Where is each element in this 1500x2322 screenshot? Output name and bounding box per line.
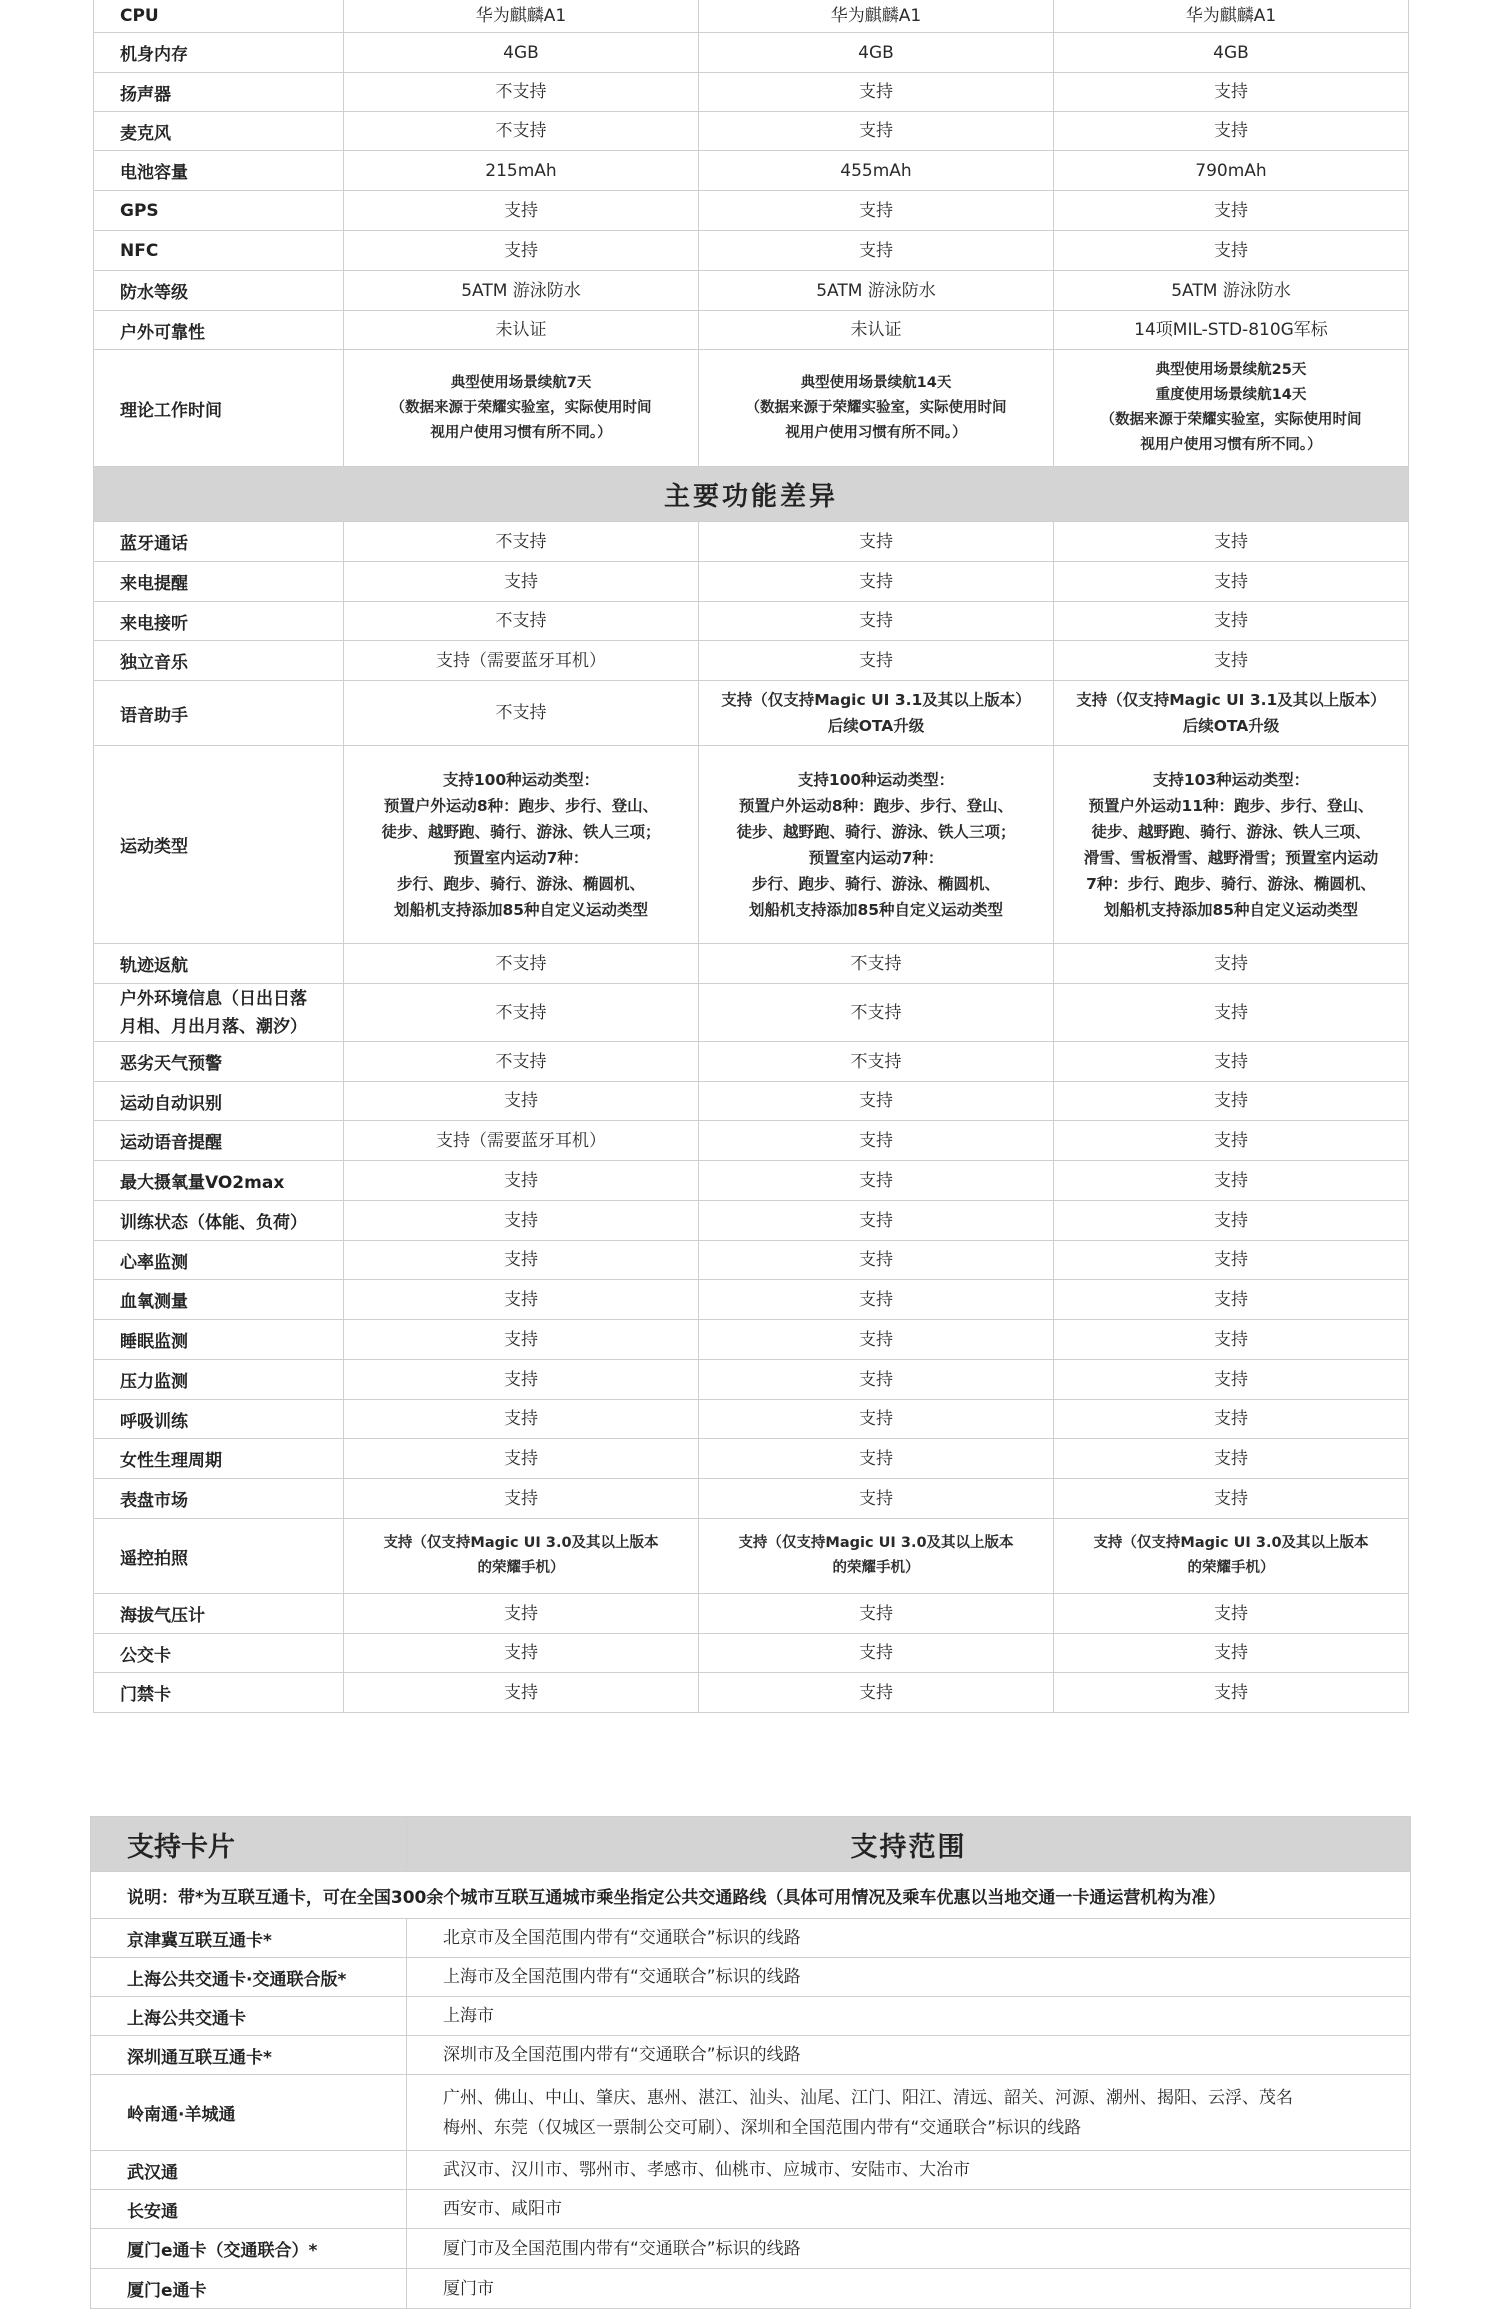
table-row [94, 681, 1409, 746]
card-range: 北京市及全国范围内带有“交通联合”标识的线路 [407, 1919, 1411, 1958]
cell-model-1: 不支持 [344, 944, 699, 984]
header-supported-cards: 支持卡片 [91, 1817, 407, 1872]
card-range: 武汉市、汉川市、鄂州市、孝感市、仙桃市、应城市、安陆市、大冶市 [407, 2151, 1411, 2190]
cell-model-2: 支持 [699, 1121, 1054, 1161]
table-row [94, 1439, 1409, 1479]
cell-model-2: 支持 [699, 1400, 1054, 1439]
row-label: 呼吸训练 [94, 1400, 344, 1439]
table-row [94, 1161, 1409, 1201]
card-name: 上海公共交通卡 [91, 1997, 407, 2036]
cell-line: 支持（仅支持Magic UI 3.1及其以上版本） [1076, 691, 1386, 709]
row-label: 睡眠监测 [94, 1320, 344, 1360]
table-row [94, 1594, 1409, 1634]
cell-model-1: 支持 [344, 1673, 699, 1713]
row-label: 电池容量 [94, 151, 344, 191]
table-row [94, 984, 1409, 1042]
cell-model-3: 支持 [1054, 1594, 1409, 1634]
cell-model-1: 未认证 [344, 311, 699, 350]
table-row [94, 1121, 1409, 1161]
feature-rows [94, 522, 1409, 1713]
cell-model-3: 支持 [1054, 231, 1409, 271]
cell-model-1: 支持 [344, 1479, 699, 1519]
cell-line: （数据来源于荣耀实验室，实际使用时间 [1100, 412, 1362, 428]
section-header-row [94, 467, 1409, 522]
cell-line: 支持103种运动类型： [1152, 770, 1310, 789]
table-row [94, 1201, 1409, 1241]
cell-line: 典型使用场景续航7天 [450, 374, 592, 391]
cell-line: 预置室内运动7种： [453, 848, 589, 867]
row-label: 门禁卡 [94, 1673, 344, 1713]
table-row [94, 746, 1409, 944]
cell-model-1: 华为麒麟A1 [344, 0, 699, 33]
cell-model-2: 支持 [699, 1161, 1054, 1201]
cell-model-1: 支持 [344, 1280, 699, 1320]
row-label: 机身内存 [94, 33, 344, 73]
cell-line: 支持（仅支持Magic UI 3.0及其以上版本 [1093, 1535, 1369, 1551]
cell-line: 视用户使用习惯有所不同。） [1140, 437, 1322, 453]
card-row [91, 2036, 1411, 2075]
table-row [94, 311, 1409, 350]
cell-model-1: 支持 [344, 1241, 699, 1280]
row-label: 运动类型 [94, 746, 344, 944]
row-label: 压力监测 [94, 1360, 344, 1400]
row-label: 防水等级 [94, 271, 344, 311]
cell-model-3: 支持 [1054, 191, 1409, 231]
cell-line: （数据来源于荣耀实验室，实际使用时间 [745, 399, 1007, 416]
cell-model-1: 支持 [344, 1594, 699, 1634]
cell-model-1: 215mAh [344, 151, 699, 191]
cell-model-3 [1054, 681, 1409, 746]
cell-model-3: 支持 [1054, 1161, 1409, 1201]
cell-model-1: 支持 [344, 1161, 699, 1201]
cell-model-3: 支持 [1054, 1320, 1409, 1360]
cell-model-3: 支持 [1054, 1280, 1409, 1320]
cell-model-2: 支持 [699, 231, 1054, 271]
cell-model-3: 支持 [1054, 73, 1409, 112]
cell-model-2: 华为麒麟A1 [699, 0, 1054, 33]
cell-line: 后续OTA升级 [827, 717, 925, 735]
card-range: 厦门市及全国范围内带有“交通联合”标识的线路 [407, 2229, 1411, 2269]
table-row [94, 191, 1409, 231]
card-row [91, 1919, 1411, 1958]
transit-card-table [90, 1816, 1410, 2309]
cell-model-2: 不支持 [699, 1042, 1054, 1082]
cell-model-1: 4GB [344, 33, 699, 73]
row-label: 运动语音提醒 [94, 1121, 344, 1161]
cell-model-1: 支持（需要蓝牙耳机） [344, 1121, 699, 1161]
cell-model-2: 支持 [699, 112, 1054, 151]
card-name: 岭南通·羊城通 [91, 2075, 407, 2151]
cell-line: 的荣耀手机） [832, 1560, 920, 1576]
cell-line: 徒步、越野跑、骑行、游泳、铁人三项； [381, 822, 661, 841]
row-label: 语音助手 [94, 681, 344, 746]
header-supported-range: 支持范围 [407, 1817, 1411, 1872]
cell-model-1: 不支持 [344, 522, 699, 562]
row-label: 户外可靠性 [94, 311, 344, 350]
cell-model-2: 不支持 [699, 984, 1054, 1042]
cell-model-3: 4GB [1054, 33, 1409, 73]
card-name: 长安通 [91, 2190, 407, 2229]
cell-model-1: 不支持 [344, 1042, 699, 1082]
cell-model-2: 5ATM 游泳防水 [699, 271, 1054, 311]
cell-model-3: 支持 [1054, 1121, 1409, 1161]
cell-model-2: 支持 [699, 191, 1054, 231]
cell-model-2: 支持 [699, 1439, 1054, 1479]
card-name: 厦门e通卡 [91, 2269, 407, 2309]
row-label: 训练状态（体能、负荷） [94, 1201, 344, 1241]
row-label: 轨迹返航 [94, 944, 344, 984]
card-range: 上海市 [407, 1997, 1411, 2036]
cell-model-1: 支持 [344, 1360, 699, 1400]
cards-note: 说明：带*为互联互通卡，可在全国300余个城市互联互通城市乘坐指定公共交通路线（具体可用情况及乘车优惠以当地交通一卡通运营机构为准） [91, 1872, 1411, 1919]
row-label: CPU [94, 0, 344, 33]
card-row [91, 2075, 1411, 2151]
cell-model-1: 支持 [344, 1320, 699, 1360]
table-row [94, 112, 1409, 151]
cell-model-3: 14项MIL-STD-810G军标 [1054, 311, 1409, 350]
cell-line: 典型使用场景续航14天 [800, 374, 952, 391]
cell-model-3: 支持 [1054, 112, 1409, 151]
card-name: 厦门e通卡（交通联合）* [91, 2229, 407, 2269]
table-row [94, 1320, 1409, 1360]
cell-model-3: 支持 [1054, 1479, 1409, 1519]
card-name: 武汉通 [91, 2151, 407, 2190]
cell-line: 预置户外运动11种：跑步、步行、登山、 [1088, 796, 1374, 815]
cell-model-1 [344, 746, 699, 944]
table-row [94, 562, 1409, 602]
cards-header-row [91, 1817, 1411, 1872]
row-label: 表盘市场 [94, 1479, 344, 1519]
cell-line: 重度使用场景续航14天 [1155, 387, 1307, 403]
comparison-table [93, 0, 1408, 1713]
cell-model-1: 支持（需要蓝牙耳机） [344, 641, 699, 681]
row-label: GPS [94, 191, 344, 231]
cell-model-2: 支持 [699, 641, 1054, 681]
cell-line: 广州、佛山、中山、肇庆、惠州、湛江、汕头、汕尾、江门、阳江、清远、韶关、河源、潮州、揭阳、云浮、茂名 [443, 2087, 1293, 2108]
row-label: 公交卡 [94, 1634, 344, 1673]
table-row [94, 1673, 1409, 1713]
table-row [94, 1280, 1409, 1320]
cell-line: 的荣耀手机） [477, 1560, 565, 1576]
cell-model-3: 支持 [1054, 1360, 1409, 1400]
cell-line: （数据来源于荣耀实验室，实际使用时间 [390, 399, 652, 416]
cell-model-2: 支持 [699, 602, 1054, 641]
cell-model-3: 支持 [1054, 1400, 1409, 1439]
table-row [94, 1042, 1409, 1082]
cell-line: 视用户使用习惯有所不同。） [785, 424, 967, 441]
section-title: 主要功能差异 [94, 467, 1409, 522]
cell-model-1: 支持 [344, 1400, 699, 1439]
table-row [94, 33, 1409, 73]
cell-model-3: 支持 [1054, 984, 1409, 1042]
cell-line: 后续OTA升级 [1182, 717, 1280, 735]
cell-model-3: 支持 [1054, 562, 1409, 602]
cell-line: 划船机支持添加85种自定义运动类型 [1103, 900, 1359, 919]
card-range: 厦门市 [407, 2269, 1411, 2309]
row-label: 遥控拍照 [94, 1519, 344, 1594]
spec-rows [94, 0, 1409, 467]
table-row [94, 1479, 1409, 1519]
cell-model-1: 支持 [344, 191, 699, 231]
cell-model-1: 不支持 [344, 681, 699, 746]
row-label: 麦克风 [94, 112, 344, 151]
table-row [94, 271, 1409, 311]
table-row [94, 1082, 1409, 1121]
table-row [94, 1634, 1409, 1673]
row-label: 来电接听 [94, 602, 344, 641]
card-row [91, 2269, 1411, 2309]
cell-model-2: 支持 [699, 1201, 1054, 1241]
cell-model-3: 支持 [1054, 1439, 1409, 1479]
cell-model-1: 不支持 [344, 602, 699, 641]
cell-model-3: 支持 [1054, 522, 1409, 562]
row-label: 来电提醒 [94, 562, 344, 602]
cell-model-2: 支持 [699, 522, 1054, 562]
card-row [91, 2190, 1411, 2229]
cell-model-1: 支持 [344, 562, 699, 602]
table-row [94, 350, 1409, 467]
table-row [94, 641, 1409, 681]
cell-line: 预置室内运动7种： [808, 848, 944, 867]
cell-line: 徒步、越野跑、骑行、游泳、铁人三项； [736, 822, 1016, 841]
cell-line: 预置户外运动8种：跑步、步行、登山、 [738, 796, 1014, 815]
cell-model-3: 5ATM 游泳防水 [1054, 271, 1409, 311]
cell-line: 支持100种运动类型： [442, 770, 600, 789]
row-label: 最大摄氧量VO2max [94, 1161, 344, 1201]
cell-model-2: 支持 [699, 1479, 1054, 1519]
cell-model-2 [699, 681, 1054, 746]
card-range: 深圳市及全国范围内带有“交通联合”标识的线路 [407, 2036, 1411, 2075]
cell-model-3: 支持 [1054, 641, 1409, 681]
cell-model-2: 支持 [699, 73, 1054, 112]
cell-model-2: 支持 [699, 562, 1054, 602]
table-row [94, 73, 1409, 112]
table-row [94, 151, 1409, 191]
row-label [94, 984, 344, 1042]
card-row [91, 1997, 1411, 2036]
cell-model-2: 支持 [699, 1634, 1054, 1673]
cell-model-1: 支持 [344, 1201, 699, 1241]
cell-model-3: 支持 [1054, 1201, 1409, 1241]
row-label: 海拔气压计 [94, 1594, 344, 1634]
card-name: 深圳通互联互通卡* [91, 2036, 407, 2075]
row-label: 独立音乐 [94, 641, 344, 681]
cell-model-2 [699, 1519, 1054, 1594]
cell-model-2: 支持 [699, 1280, 1054, 1320]
table-row [94, 522, 1409, 562]
cell-model-2: 4GB [699, 33, 1054, 73]
card-name: 上海公共交通卡·交通联合版* [91, 1958, 407, 1997]
cell-line: 划船机支持添加85种自定义运动类型 [393, 900, 649, 919]
cell-model-3: 支持 [1054, 1673, 1409, 1713]
cell-model-1: 支持 [344, 231, 699, 271]
table-row [94, 1241, 1409, 1280]
cell-model-2: 不支持 [699, 944, 1054, 984]
table-row [94, 0, 1409, 33]
card-name: 京津冀互联互通卡* [91, 1919, 407, 1958]
row-label: NFC [94, 231, 344, 271]
cell-model-2 [699, 746, 1054, 944]
card-range: 上海市及全国范围内带有“交通联合”标识的线路 [407, 1958, 1411, 1997]
card-range [407, 2075, 1411, 2151]
cell-line: 户外环境信息（日出日落 [120, 988, 307, 1009]
table-row [94, 944, 1409, 984]
row-label: 运动自动识别 [94, 1082, 344, 1121]
table-row [94, 231, 1409, 271]
cell-model-2: 支持 [699, 1082, 1054, 1121]
cell-model-3 [1054, 350, 1409, 467]
cell-line: 划船机支持添加85种自定义运动类型 [748, 900, 1004, 919]
cell-model-3: 支持 [1054, 1042, 1409, 1082]
cell-model-3: 支持 [1054, 1241, 1409, 1280]
row-label: 心率监测 [94, 1241, 344, 1280]
table-row [94, 602, 1409, 641]
cell-model-2: 支持 [699, 1320, 1054, 1360]
cell-line: 支持100种运动类型： [797, 770, 955, 789]
cell-model-1 [344, 350, 699, 467]
cell-model-2: 455mAh [699, 151, 1054, 191]
cell-model-3: 支持 [1054, 1082, 1409, 1121]
row-label: 蓝牙通话 [94, 522, 344, 562]
cell-line: 预置户外运动8种：跑步、步行、登山、 [383, 796, 659, 815]
row-label: 血氧测量 [94, 1280, 344, 1320]
cell-model-2: 支持 [699, 1594, 1054, 1634]
cell-model-3: 790mAh [1054, 151, 1409, 191]
cell-line: 典型使用场景续航25天 [1155, 362, 1307, 378]
cell-model-3: 华为麒麟A1 [1054, 0, 1409, 33]
cell-model-3: 支持 [1054, 1634, 1409, 1673]
cell-line: 步行、跑步、骑行、游泳、椭圆机、 [751, 874, 1000, 893]
cell-model-1 [344, 1519, 699, 1594]
row-label: 扬声器 [94, 73, 344, 112]
cell-model-1: 不支持 [344, 112, 699, 151]
cell-line: 支持（仅支持Magic UI 3.1及其以上版本） [721, 691, 1031, 709]
cell-model-1: 支持 [344, 1439, 699, 1479]
cell-model-2: 支持 [699, 1241, 1054, 1280]
table-row [94, 1519, 1409, 1594]
cell-line: 梅州、东莞（仅城区一票制公交可刷）、深圳和全国范围内带有“交通联合”标识的线路 [443, 2117, 1082, 2138]
cell-model-1: 不支持 [344, 984, 699, 1042]
cell-line: 滑雪、雪板滑雪、越野滑雪；预置室内运动 [1083, 848, 1379, 867]
card-row [91, 2229, 1411, 2269]
cell-model-3: 支持 [1054, 944, 1409, 984]
cell-line: 支持（仅支持Magic UI 3.0及其以上版本 [738, 1535, 1014, 1551]
cards-note-row [91, 1872, 1411, 1919]
cell-model-2 [699, 350, 1054, 467]
cell-model-3 [1054, 1519, 1409, 1594]
card-range: 西安市、咸阳市 [407, 2190, 1411, 2229]
row-label: 女性生理周期 [94, 1439, 344, 1479]
table-row [94, 1400, 1409, 1439]
cell-model-3 [1054, 746, 1409, 944]
row-label: 理论工作时间 [94, 350, 344, 467]
cell-model-2: 支持 [699, 1673, 1054, 1713]
cell-line: 的荣耀手机） [1187, 1560, 1275, 1576]
cell-model-1: 支持 [344, 1634, 699, 1673]
cell-model-1: 不支持 [344, 73, 699, 112]
cell-model-1: 5ATM 游泳防水 [344, 271, 699, 311]
table-row [94, 1360, 1409, 1400]
cell-line: 7种：步行、跑步、骑行、游泳、椭圆机、 [1086, 874, 1376, 893]
cell-line: 月相、月出月落、潮汐） [120, 1016, 307, 1037]
cell-line: 视用户使用习惯有所不同。） [430, 424, 612, 441]
card-row [91, 1958, 1411, 1997]
cell-model-3: 支持 [1054, 602, 1409, 641]
cell-model-2: 未认证 [699, 311, 1054, 350]
cell-line: 步行、跑步、骑行、游泳、椭圆机、 [396, 874, 645, 893]
card-row [91, 2151, 1411, 2190]
cell-line: 徒步、越野跑、骑行、游泳、铁人三项、 [1091, 822, 1371, 841]
cell-line: 支持（仅支持Magic UI 3.0及其以上版本 [383, 1535, 659, 1551]
cell-model-1: 支持 [344, 1082, 699, 1121]
cell-model-2: 支持 [699, 1360, 1054, 1400]
row-label: 恶劣天气预警 [94, 1042, 344, 1082]
